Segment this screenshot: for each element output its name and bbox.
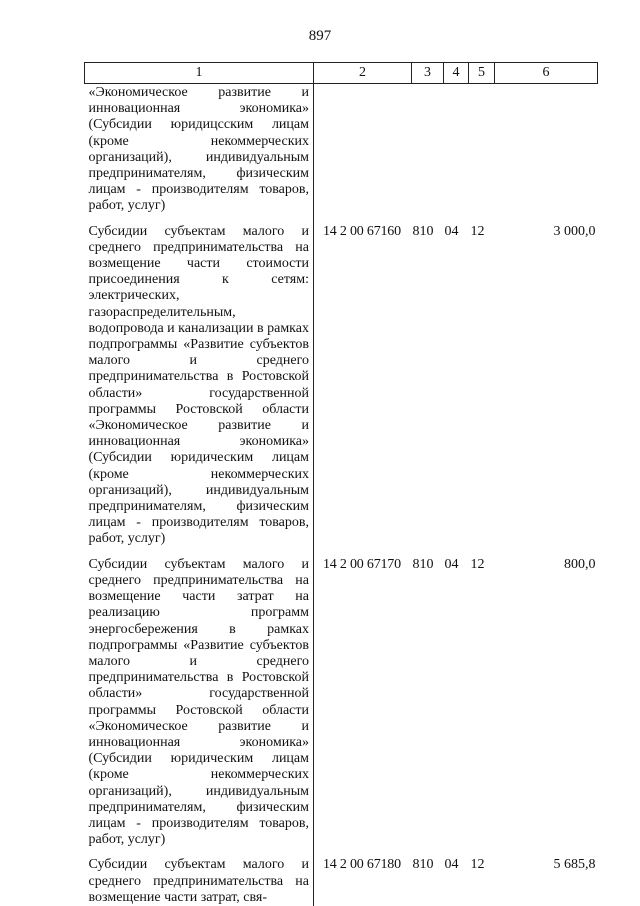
row-expense-type: 810 (412, 857, 434, 873)
table-row (85, 84, 598, 215)
row-target-code: 14 2 00 67180 (323, 857, 401, 873)
row-spacer (85, 548, 598, 557)
column-header-6: 6 (495, 63, 598, 84)
row-section: 04 (444, 556, 459, 572)
row-target-code (314, 84, 412, 215)
column-header-4: 4 (444, 63, 469, 84)
row-amount: 800,0 (564, 556, 596, 572)
row-spacer (85, 848, 598, 857)
row-section (444, 84, 469, 215)
row-target-code: 14 2 00 67170 (323, 556, 401, 572)
row-expense-type: 810 (412, 556, 434, 572)
row-spacer (85, 215, 598, 224)
column-header-2: 2 (314, 63, 412, 84)
table-row (85, 557, 598, 849)
row-subsection: 12 (470, 223, 485, 239)
row-expense-type: 810 (412, 223, 434, 239)
row-amount: 3 000,0 (553, 223, 596, 239)
row-section: 04 (444, 857, 459, 873)
column-header-3: 3 (412, 63, 444, 84)
row-description: Субсидии субъектам малого и среднего предпринимательства на возмещение части стоимости присоединения к сетям: электрических, газораспределительным, водопровода и канализации в рамках подпрограммы «Развитие субъектов малого и среднего предпринимательства в Ростовской области» государственной программы Ростовской области «Экономическое развитие и инновационная экономика» (Субсидии юридическим лицам (кроме некоммерческих организаций), индивидуальным предпринимателям, физическим лицам - производителям товаров, работ, услуг) (85, 224, 314, 548)
column-header-5: 5 (469, 63, 495, 84)
column-header-1: 1 (85, 63, 314, 84)
row-amount: 5 685,8 (553, 857, 596, 873)
row-subsection: 12 (470, 857, 485, 873)
row-target-code: 14 2 00 67160 (323, 223, 401, 239)
page-number: 897 (308, 28, 332, 44)
table-row (85, 857, 598, 906)
row-amount (495, 84, 598, 215)
row-description: Субсидии субъектам малого и среднего предпринимательства на возмещение части затрат на реализацию программ энергосбережения в рамках подпрограммы «Развитие субъектов малого и среднего предпринимательства в Ростовской области» государственной программы Ростовской области «Экономическое развитие и инновационная экономика» (Субсидии юридическим лицам (кроме некоммерческих организаций), индивидуальным предпринимателям, физическим лицам - производителям товаров, работ, услуг) (85, 557, 314, 849)
row-subsection: 12 (470, 556, 485, 572)
header-row (85, 63, 598, 84)
row-description: Субсидии субъектам малого и среднего предпринимательства на возмещение части затрат, свя- (85, 857, 314, 906)
row-subsection (469, 84, 495, 215)
row-expense-type (412, 84, 444, 215)
row-section: 04 (444, 223, 459, 239)
row-description: «Экономическое развитие и инновационная экономика» (Субсидии юридицсским лицам (кроме некоммерческих организаций), индивидуальным предпринимателям, физическим лицам - производителям товаров, работ, услуг) (85, 84, 314, 215)
table-row (85, 224, 598, 548)
budget-table (84, 62, 598, 906)
